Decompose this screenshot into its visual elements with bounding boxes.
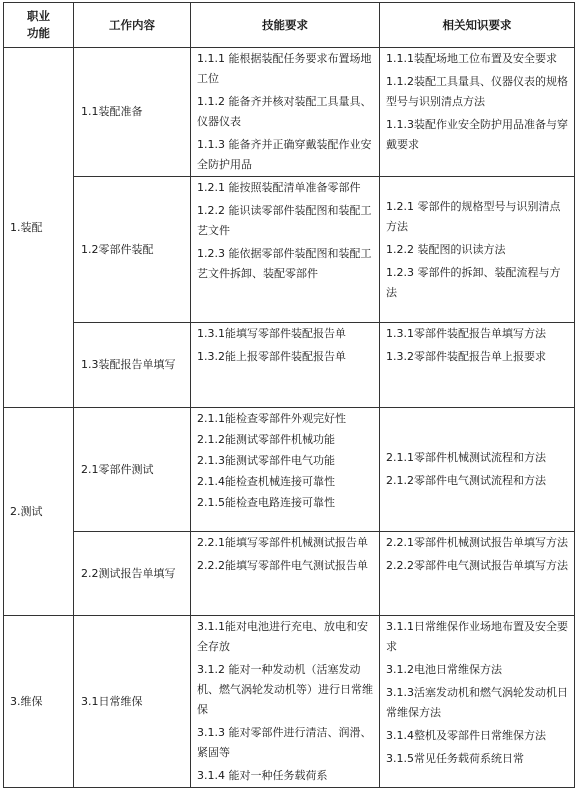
skill-item: 2.2.2能填写零部件电气测试报告单 — [197, 559, 368, 572]
table-row — [4, 177, 575, 323]
function-cell: 2.测试 — [4, 408, 74, 616]
skill-list — [191, 177, 380, 323]
skill-list — [191, 48, 380, 177]
skill-item: 2.1.5能检查电路连接可靠性 — [197, 496, 335, 509]
skill-item: 1.3.1能填写零部件装配报告单 — [197, 327, 346, 340]
knowledge-item: 1.1.1装配场地工位布置及安全要求 — [386, 52, 557, 65]
knowledge-item: 1.2.2 装配图的识读方法 — [386, 242, 506, 256]
skill-item: 2.1.1能检查零部件外观完好性 — [197, 412, 346, 425]
skill-item: 1.1.1 能根据装配任务要求布置场地工位 — [197, 52, 372, 85]
knowledge-item: 3.1.4整机及零部件日常维保方法 — [386, 729, 546, 742]
skill-item: 2.1.3能测试零部件电气功能 — [197, 454, 335, 467]
knowledge-list — [380, 532, 575, 616]
header-row — [4, 3, 575, 48]
skill-item: 1.1.3 能备齐并正确穿戴装配作业安全防护用品 — [197, 138, 372, 171]
header-knowledge: 相关知识要求 — [380, 3, 575, 48]
knowledge-list — [380, 408, 575, 532]
knowledge-list — [380, 177, 575, 323]
knowledge-item: 1.3.2零部件装配报告单上报要求 — [386, 350, 546, 363]
skill-item: 3.1.3 能对零部件进行清洁、润滑、紧固等 — [197, 726, 372, 759]
table-row — [4, 532, 575, 616]
work-content-cell: 1.1装配准备 — [74, 48, 191, 177]
knowledge-item: 2.1.1零部件机械测试流程和方法 — [386, 451, 546, 464]
knowledge-list — [380, 48, 575, 177]
skill-item: 2.1.4能检查机械连接可靠性 — [197, 475, 335, 488]
work-content-cell: 2.2测试报告单填写 — [74, 532, 191, 616]
knowledge-item: 3.1.5常见任务载荷系统日常 — [386, 752, 524, 765]
skill-item: 3.1.2 能对一种发动机（活塞发动机、燃气涡轮发动机等）进行日常维保 — [197, 663, 373, 716]
skill-item: 2.2.1能填写零部件机械测试报告单 — [197, 536, 368, 549]
header-skill: 技能要求 — [191, 3, 380, 48]
knowledge-item: 1.1.2装配工具量具、仪器仪表的规格型号与识别清点方法 — [386, 75, 568, 108]
work-content-cell: 1.3装配报告单填写 — [74, 323, 191, 408]
skill-list — [191, 616, 380, 788]
knowledge-item: 3.1.2电池日常维保方法 — [386, 663, 502, 676]
skill-item: 3.1.1能对电池进行充电、放电和安全存放 — [197, 620, 368, 653]
knowledge-item: 2.2.2零部件电气测试报告单填写方法 — [386, 559, 568, 572]
knowledge-item: 2.2.1零部件机械测试报告单填写方法 — [386, 536, 568, 549]
knowledge-item: 1.1.3装配作业安全防护用品准备与穿戴要求 — [386, 118, 568, 151]
skill-item: 1.2.2 能识读零部件装配图和装配工艺文件 — [197, 204, 372, 237]
table-row — [4, 48, 575, 177]
knowledge-item: 1.2.3 零部件的拆卸、装配流程与方法 — [386, 265, 561, 299]
skill-item: 3.1.4 能对一种任务载荷系 — [197, 769, 328, 782]
skill-item: 1.2.3 能依据零部件装配图和装配工艺文件拆卸、装配零部件 — [197, 247, 372, 280]
skill-list — [191, 323, 380, 408]
skill-item: 1.2.1 能按照装配清单准备零部件 — [197, 181, 361, 194]
function-cell: 1.装配 — [4, 48, 74, 408]
skill-item: 2.1.2能测试零部件机械功能 — [197, 433, 335, 446]
knowledge-item: 1.2.1 零部件的规格型号与识别清点方法 — [386, 199, 561, 233]
skill-list — [191, 532, 380, 616]
work-content-cell: 1.2零部件装配 — [74, 177, 191, 323]
table-row — [4, 323, 575, 408]
occupational-standards-table — [3, 2, 575, 788]
knowledge-item: 3.1.3活塞发动机和燃气涡轮发动机日常维保方法 — [386, 686, 568, 719]
knowledge-list — [380, 616, 575, 788]
skill-list — [191, 408, 380, 532]
knowledge-item: 2.1.2零部件电气测试流程和方法 — [386, 474, 546, 487]
table-row — [4, 616, 575, 788]
knowledge-item: 3.1.1日常维保作业场地布置及安全要求 — [386, 620, 568, 653]
skill-item: 1.3.2能上报零部件装配报告单 — [197, 350, 346, 363]
table-row — [4, 408, 575, 532]
function-cell: 3.维保 — [4, 616, 74, 788]
work-content-cell: 3.1日常维保 — [74, 616, 191, 788]
skill-item: 1.1.2 能备齐并核对装配工具量具、仪器仪表 — [197, 95, 372, 128]
knowledge-item: 1.3.1零部件装配报告单填写方法 — [386, 327, 546, 340]
knowledge-list — [380, 323, 575, 408]
work-content-cell: 2.1零部件测试 — [74, 408, 191, 532]
header-function: 职业 功能 — [4, 3, 74, 48]
header-content: 工作内容 — [74, 3, 191, 48]
